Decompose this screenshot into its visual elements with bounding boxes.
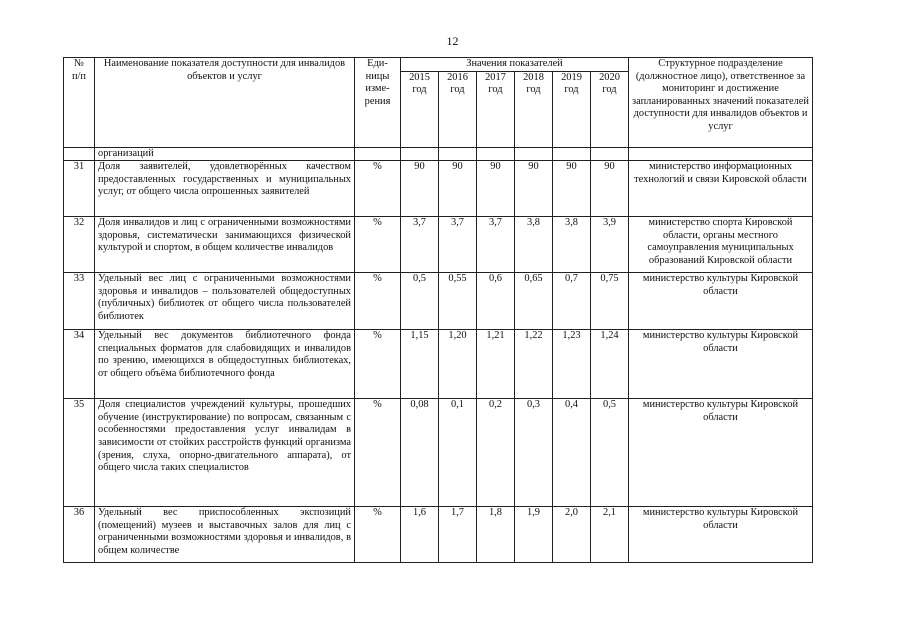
- value-cell: 1,20: [439, 330, 477, 399]
- header-responsible: Структурное подразделение (должностное лицо), ответственное за мониторинг и достижение запланированных значений показателей доступности для инвалидов объектов и услуг: [629, 58, 813, 148]
- value-cell: 3,7: [439, 217, 477, 273]
- unit-cell: %: [355, 399, 401, 507]
- header-year: 2017 год: [477, 71, 515, 147]
- value-cell: 0,65: [515, 273, 553, 330]
- value-cell: 90: [553, 161, 591, 217]
- value-cell: 3,8: [515, 217, 553, 273]
- value-cell: 90: [477, 161, 515, 217]
- value-cell: 0,1: [439, 399, 477, 507]
- value-cell: 0,55: [439, 273, 477, 330]
- value-cell: 1,6: [401, 507, 439, 563]
- value-cell: 1,24: [591, 330, 629, 399]
- indicator-name: Удельный вес лиц с ограниченными возможностями здоровья и инвалидов – пользователей общедоступных (публичных) библиотек от общего числа пользователей библиотек: [95, 273, 355, 330]
- value-cell: 1,9: [515, 507, 553, 563]
- header-year: 2016 год: [439, 71, 477, 147]
- continuation-row: [64, 147, 813, 161]
- header-name: Наименование показателя доступности для инвалидов объектов и услуг: [95, 58, 355, 148]
- indicator-name: Доля заявителей, удовлетворённых качеством предоставленных государственных и муниципальных услуг, от общего числа опрошенных заявителей: [95, 161, 355, 217]
- value-cell: 3,9: [591, 217, 629, 273]
- table-body: [64, 147, 813, 563]
- indicator-name: Доля специалистов учреждений культуры, прошедших обучение (инструктирование) по вопросам, связанным с особенностями предоставления услуг инвалидам в зависимости от стойких расстройств функций организма (зрения, слуха, опорно-двигательного аппарата), от общего числа таких специалистов: [95, 399, 355, 507]
- value-cell: 3,7: [477, 217, 515, 273]
- unit-cell: %: [355, 507, 401, 563]
- value-cell: 1,15: [401, 330, 439, 399]
- indicator-name: Доля инвалидов и лиц с ограниченными возможностями здоровья, систематически занимающихся физической культурой и спортом, в общем количестве инвалидов: [95, 217, 355, 273]
- value-cell: 90: [401, 161, 439, 217]
- header-num: № п/п: [64, 58, 95, 148]
- value-cell: 90: [515, 161, 553, 217]
- table-header: [64, 58, 813, 148]
- header-unit: Еди- ницы изме- рения: [355, 58, 401, 148]
- unit-cell: %: [355, 161, 401, 217]
- value-cell: 0,75: [591, 273, 629, 330]
- value-cell: 1,8: [477, 507, 515, 563]
- table-row: [64, 161, 813, 217]
- unit-cell: %: [355, 217, 401, 273]
- page-number: 12: [446, 34, 459, 48]
- table-row: [64, 399, 813, 507]
- value-cell: 0,5: [401, 273, 439, 330]
- value-cell: 0,7: [553, 273, 591, 330]
- indicator-name: Удельный вес документов библиотечного фонда специальных форматов для слабовидящих и инвалидов по зрению, имеющихся в общедоступных библиотеках, от общего объёма библиотечного фонда: [95, 330, 355, 399]
- header-values-group: Значения показателей: [401, 58, 629, 72]
- value-cell: 1,22: [515, 330, 553, 399]
- table-row: [64, 273, 813, 330]
- indicators-table: [63, 57, 813, 563]
- value-cell: 1,21: [477, 330, 515, 399]
- table-row: [64, 330, 813, 399]
- row-number: 32: [64, 217, 95, 273]
- responsible-cell: министерство спорта Кировской области, органы местного самоуправления муниципальных образований Кировской области: [629, 217, 813, 273]
- row-number: 34: [64, 330, 95, 399]
- value-cell: 0,2: [477, 399, 515, 507]
- value-cell: 0,3: [515, 399, 553, 507]
- row-number: 31: [64, 161, 95, 217]
- header-year: 2019 год: [553, 71, 591, 147]
- value-cell: 0,08: [401, 399, 439, 507]
- value-cell: 0,6: [477, 273, 515, 330]
- header-year: 2018 год: [515, 71, 553, 147]
- header-year: 2020 год: [591, 71, 629, 147]
- continuation-text: организаций: [95, 147, 355, 161]
- unit-cell: %: [355, 273, 401, 330]
- value-cell: 2,1: [591, 507, 629, 563]
- value-cell: 3,7: [401, 217, 439, 273]
- value-cell: 90: [591, 161, 629, 217]
- value-cell: 0,4: [553, 399, 591, 507]
- value-cell: 1,7: [439, 507, 477, 563]
- value-cell: 90: [439, 161, 477, 217]
- responsible-cell: министерство культуры Кировской области: [629, 330, 813, 399]
- indicator-name: Удельный вес приспособленных экспозиций (помещений) музеев и выставочных залов для лиц с ограниченными возможностями здоровья и инвалидов, в общем количестве: [95, 507, 355, 563]
- table-row: [64, 507, 813, 563]
- value-cell: 2,0: [553, 507, 591, 563]
- unit-cell: %: [355, 330, 401, 399]
- value-cell: 3,8: [553, 217, 591, 273]
- responsible-cell: министерство культуры Кировской области: [629, 273, 813, 330]
- table-row: [64, 217, 813, 273]
- responsible-cell: министерство информационных технологий и связи Кировской области: [629, 161, 813, 217]
- row-number: 33: [64, 273, 95, 330]
- responsible-cell: министерство культуры Кировской области: [629, 507, 813, 563]
- row-number: 36: [64, 507, 95, 563]
- header-year: 2015 год: [401, 71, 439, 147]
- responsible-cell: министерство культуры Кировской области: [629, 399, 813, 507]
- row-number: 35: [64, 399, 95, 507]
- value-cell: 1,23: [553, 330, 591, 399]
- value-cell: 0,5: [591, 399, 629, 507]
